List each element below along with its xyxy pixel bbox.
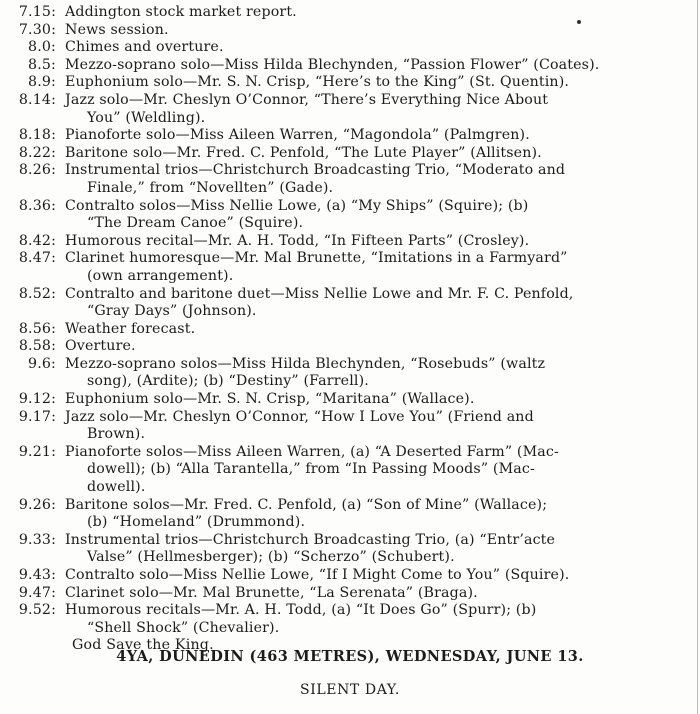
entry-line: Humorous recital—Mr. A. H. Todd, “In Fifteen Parts” (Crosley). (65, 232, 530, 249)
entry-time: 8.26: (18, 162, 56, 179)
entry-line: “Shell Shock” (Chevalier). (87, 619, 280, 636)
entry-time: 8.14: (18, 91, 56, 108)
entry-line: dowell); (b) “Alla Tarantella,” from “In Passing Moods” (Mac- (87, 461, 535, 478)
entry-line: Euphonium solo—Mr. S. N. Crisp, “Here’s to the King” (St. Quentin). (65, 74, 570, 91)
entry-description (65, 567, 676, 585)
entry-time: 9.21: (18, 443, 56, 460)
entry-time: 9.26: (18, 496, 56, 513)
entry-time: 9.43: (18, 567, 56, 583)
station-note: SILENT DAY. (300, 682, 400, 698)
entry-description (65, 338, 676, 356)
programme-entry (8, 444, 676, 497)
programme-list (8, 4, 676, 655)
entry-time: 9.6: (28, 355, 56, 372)
entry-description (65, 497, 676, 532)
programme-entry (8, 321, 676, 339)
programme-entry (8, 74, 676, 92)
entry-description (65, 22, 676, 40)
entry-line: Euphonium solo—Mr. S. N. Crisp, “Maritana” (Wallace). (65, 391, 475, 408)
entry-time: 8.52: (18, 285, 56, 302)
entry-line: Weather forecast. (65, 320, 196, 337)
entry-time: 8.47: (18, 250, 56, 267)
entry-time: 9.17: (18, 408, 56, 425)
entry-time: 8.5: (28, 56, 56, 73)
programme-entry (8, 356, 676, 391)
entry-time: 9.47: (18, 584, 56, 601)
entry-line: Mezzo-soprano solo—Miss Hilda Blechynden, “Passion Flower” (Coates). (65, 56, 600, 73)
entry-line: Pianoforte solo—Miss Aileen Warren, “Magondola” (Palmgren). (65, 127, 530, 144)
programme-entry (8, 145, 676, 163)
entry-description (65, 321, 676, 339)
entry-line: Instrumental trios—Christchurch Broadcasting Trio, (a) “Entr’acte (65, 531, 556, 548)
entry-line: Contralto solo—Miss Nellie Lowe, “If I Might Come to You” (Squire). (65, 567, 570, 583)
entry-line: (b) “Homeland” (Drummond). (87, 514, 306, 531)
entry-time: 7.15: (18, 4, 56, 20)
entry-line: “The Dream Canoe” (Squire). (87, 215, 304, 232)
programme-entry (8, 57, 676, 75)
programme-entry (8, 602, 676, 637)
closing-anthem: God Save the King. (72, 637, 214, 654)
entry-description (65, 57, 676, 75)
entry-line: News session. (65, 21, 169, 38)
entry-line: You” (Weldling). (87, 109, 206, 126)
entry-description (65, 145, 676, 163)
station-heading: 4YA, DUNEDIN (463 METRES), WEDNESDAY, JUNE 13. (116, 648, 584, 665)
programme-entry (8, 162, 676, 197)
entry-description (65, 162, 676, 197)
entry-description (65, 74, 676, 92)
entry-description (65, 356, 676, 391)
entry-line: Humorous recitals—Mr. A. H. Todd, (a) “It Does Go” (Spurr); (b) (65, 602, 537, 619)
entry-time: 8.9: (28, 74, 56, 91)
entry-line: Pianoforte solos—Miss Aileen Warren, (a) “A Deserted Farm” (Mac- (65, 443, 559, 460)
programme-entry (8, 409, 676, 444)
entry-line: Brown). (87, 426, 146, 443)
entry-line: Mezzo-soprano solos—Miss Hilda Blechynden, “Rosebuds” (waltz (65, 355, 546, 372)
entry-description (65, 409, 676, 444)
entry-description (65, 233, 676, 251)
entry-line: Valse” (Hellmesberger); (b) “Scherzo” (Schubert). (87, 549, 455, 566)
entry-line: (own arrangement). (87, 267, 234, 284)
entry-time: 9.12: (18, 391, 56, 408)
entry-time: 9.33: (18, 531, 56, 548)
programme-entry (8, 4, 676, 22)
entry-line: “Gray Days” (Johnson). (87, 303, 257, 320)
entry-time: 8.58: (18, 338, 56, 355)
entry-description (65, 39, 676, 57)
programme-entry (8, 497, 676, 532)
entry-line: Jazz solo—Mr. Cheslyn O’Connor, “How I Love You” (Friend and (65, 408, 534, 425)
entry-description (65, 602, 676, 637)
entry-line: Overture. (65, 338, 136, 355)
entry-time: 8.36: (18, 197, 56, 214)
entry-line: Baritone solo—Mr. Fred. C. Penfold, “The Lute Player” (Allitsen). (65, 144, 542, 161)
entry-line: Baritone solos—Mr. Fred. C. Penfold, (a) “Son of Mine” (Wallace); (65, 496, 548, 513)
entry-time: 8.22: (18, 144, 56, 161)
entry-description (65, 127, 676, 145)
entry-line: Chimes and overture. (65, 39, 224, 56)
programme-entry (8, 286, 676, 321)
programme-entry (8, 585, 676, 603)
programme-entry (8, 532, 676, 567)
entry-description (65, 391, 676, 409)
programme-entry (8, 92, 676, 127)
entry-line: Finale,” from “Novellten” (Gade). (87, 179, 334, 196)
programme-entry (8, 391, 676, 409)
entry-line: Instrumental trios—Christchurch Broadcasting Trio, “Moderato and (65, 162, 566, 179)
entry-description (65, 532, 676, 567)
entry-line: Contralto and baritone duet—Miss Nellie Lowe and Mr. F. C. Penfold, (65, 285, 574, 302)
entry-time: 8.42: (18, 232, 56, 249)
entry-line: Clarinet humoresque—Mr. Mal Brunette, “Imitations in a Farmyard” (65, 250, 568, 267)
programme-entry (8, 127, 676, 145)
programme-entry (8, 39, 676, 57)
entry-line: Clarinet solo—Mr. Mal Brunette, “La Serenata” (Braga). (65, 584, 478, 601)
programme-entry (8, 198, 676, 233)
entry-line: dowell). (87, 479, 146, 496)
programme-entry (8, 22, 676, 40)
entry-time: 9.52: (18, 602, 56, 619)
entry-description (65, 4, 676, 22)
column-rule (697, 0, 698, 714)
entry-line: Contralto solos—Miss Nellie Lowe, (a) “My Ships” (Squire); (b) (65, 197, 529, 214)
programme-entry (8, 233, 676, 251)
entry-time: 8.18: (18, 127, 56, 144)
entry-description (65, 444, 676, 497)
entry-description (65, 286, 676, 321)
entry-time: 8.0: (28, 39, 56, 56)
programme-entry (8, 338, 676, 356)
entry-description (65, 250, 676, 285)
entry-line: Addington stock market report. (65, 4, 297, 20)
entry-description (65, 92, 676, 127)
entry-description (65, 585, 676, 603)
entry-line: song), (Ardite); (b) “Destiny” (Farrell). (87, 373, 369, 390)
programme-entry (8, 567, 676, 585)
entry-time: 7.30: (18, 21, 56, 38)
entry-line: Jazz solo—Mr. Cheslyn O’Connor, “There’s Everything Nice About (65, 91, 549, 108)
entry-time: 8.56: (18, 320, 56, 337)
entry-description (65, 198, 676, 233)
programme-entry (8, 250, 676, 285)
